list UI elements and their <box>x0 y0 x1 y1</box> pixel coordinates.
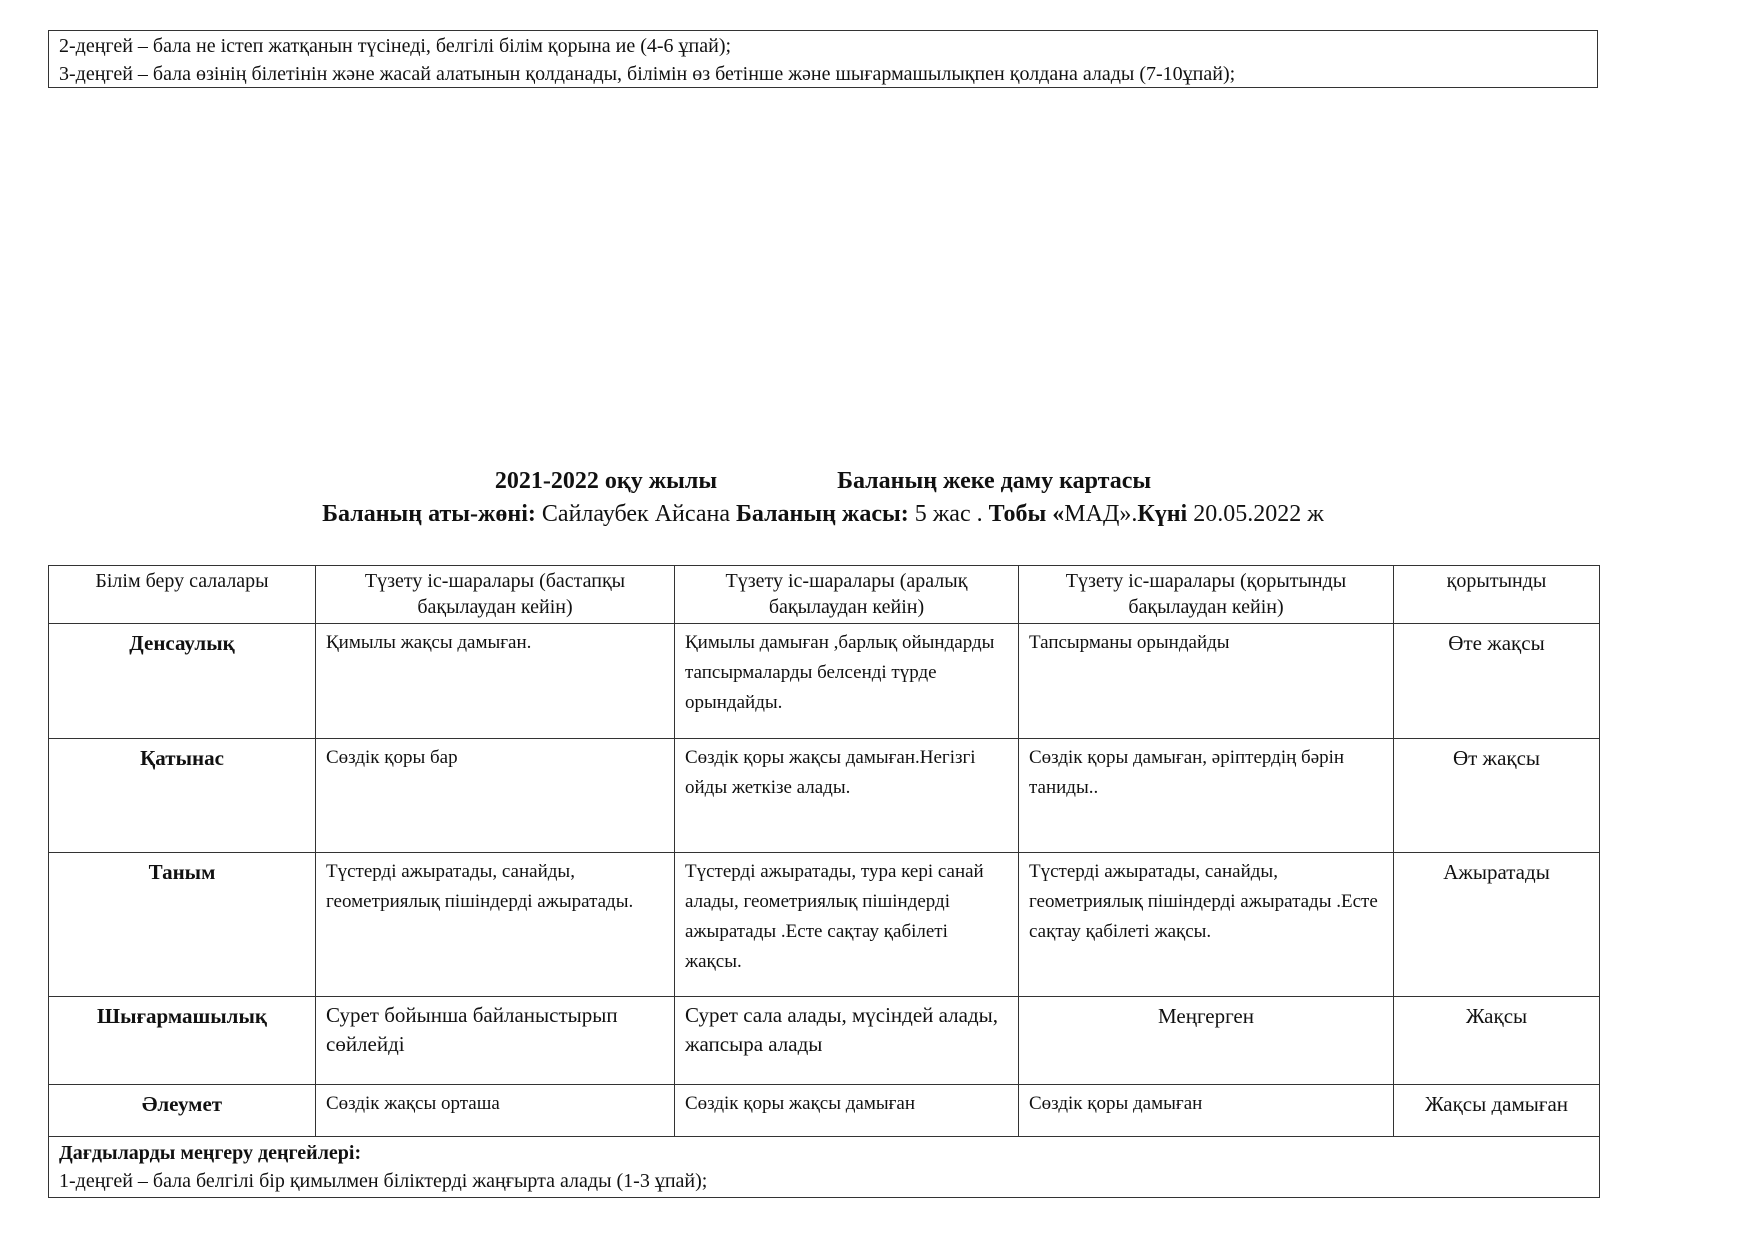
child-info-line <box>48 498 1598 531</box>
header-result: қорытынды <box>1394 566 1600 624</box>
initial-cell: Қимылы жақсы дамыған. <box>316 624 675 739</box>
result-cell: Ажыратады <box>1394 853 1600 997</box>
final-cell: Меңгерген <box>1019 997 1394 1085</box>
table-row <box>49 997 1600 1085</box>
final-cell: Түстерді ажыратады, санайды, геометриялық пішіндерді ажыратады .Есте сақтау қабілеті жақсы. <box>1019 853 1394 997</box>
area-cell: Қатынас <box>49 739 316 853</box>
area-cell: Денсаулық <box>49 624 316 739</box>
header-initial: Түзету іс-шаралары (бастапқы бақылаудан кейін) <box>316 566 675 624</box>
level-3-text: 3-деңгей – бала өзінің білетінін және жасай алатынын қолданады, білімін өз бетінше және шығармашылықпен қолдана алады (7-10ұпай); <box>59 63 1236 85</box>
result-cell: Жақсы дамыған <box>1394 1085 1600 1137</box>
area-cell: Таным <box>49 853 316 997</box>
middle-cell: Сөздік қоры жақсы дамыған.Негізгі ойды жеткізе алады. <box>675 739 1019 853</box>
result-cell: Өте жақсы <box>1394 624 1600 739</box>
middle-cell: Түстерді ажыратады, тура кері санай алады, геометриялық пішіндерді ажыратады .Есте сақтау қабілеті жақсы. <box>675 853 1019 997</box>
levels-footer-cell <box>49 1137 1600 1198</box>
final-cell: Сөздік қоры дамыған <box>1019 1085 1394 1137</box>
name-label: Баланың аты-жөні: <box>322 501 536 527</box>
initial-cell: Сөздік жақсы орташа <box>316 1085 675 1137</box>
level-2-text: 2-деңгей – бала не істеп жатқанын түсінеді, белгілі білім қорына ие (4-6 ұпай); <box>59 35 732 57</box>
header-middle: Түзету іс-шаралары (аралық бақылаудан кейін) <box>675 566 1019 624</box>
levels-title: Дағдыларды меңгеру деңгейлері: <box>59 1142 362 1164</box>
table-row <box>49 853 1600 997</box>
table-footer-row <box>49 1137 1600 1198</box>
area-cell: Әлеумет <box>49 1085 316 1137</box>
academic-year: 2021-2022 оқу жылы <box>494 468 718 494</box>
header-areas: Білім беру салалары <box>49 566 316 624</box>
middle-cell: Сөздік қоры жақсы дамыған <box>675 1085 1019 1137</box>
final-cell: Сөздік қоры дамыған, әріптердің бәрін таниды.. <box>1019 739 1394 853</box>
level-1-text: 1-деңгей – бала белгілі бір қимылмен біліктерді жаңғырта алады (1-3 ұпай); <box>59 1170 708 1192</box>
group-value: МАД <box>1064 501 1120 527</box>
title-line <box>48 465 1598 498</box>
date-label: Күні <box>1137 501 1188 527</box>
name-value: Сайлаубек Айсана <box>535 501 736 527</box>
table-header-row <box>49 566 1600 624</box>
table-row <box>49 739 1600 853</box>
date-value: 20.05.2022 ж <box>1187 501 1324 527</box>
initial-cell: Түстерді ажыратады, санайды, геометриялық пішіндерді ажыратады. <box>316 853 675 997</box>
development-map-table <box>48 565 1600 1198</box>
age-value: 5 жас . <box>908 501 989 527</box>
final-cell: Тапсырманы орындайды <box>1019 624 1394 739</box>
initial-cell: Сурет бойынша байланыстырып сөйлейді <box>316 997 675 1085</box>
middle-cell: Сурет сала алады, мүсіндей алады, жапсыра алады <box>675 997 1019 1085</box>
table-row <box>49 624 1600 739</box>
document-heading <box>48 465 1598 531</box>
header-final: Түзету іс-шаралары (қорытынды бақылаудан кейін) <box>1019 566 1394 624</box>
group-close: ». <box>1119 501 1138 527</box>
group-label: Тобы « <box>988 501 1065 527</box>
age-label: Баланың жасы: <box>735 501 909 527</box>
middle-cell: Қимылы дамыған ,барлық ойындарды тапсырмаларды белсенді түрде орындайды. <box>675 624 1019 739</box>
result-cell: Өт жақсы <box>1394 739 1600 853</box>
table-row <box>49 1085 1600 1137</box>
top-levels-box <box>48 30 1598 88</box>
initial-cell: Сөздік қоры бар <box>316 739 675 853</box>
area-cell: Шығармашылық <box>49 997 316 1085</box>
page-title: Баланың жеке даму картасы <box>837 468 1152 494</box>
result-cell: Жақсы <box>1394 997 1600 1085</box>
